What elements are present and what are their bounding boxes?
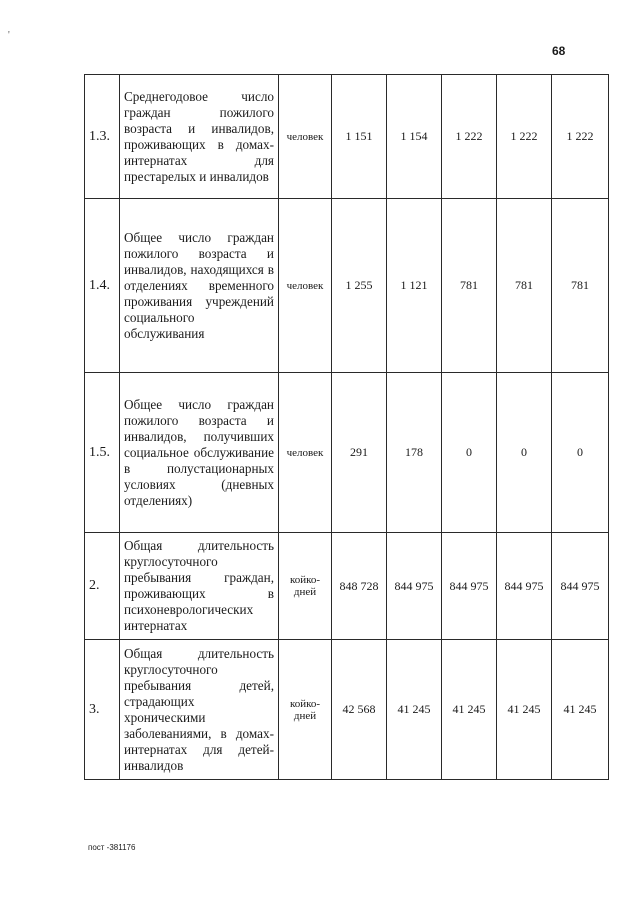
value-cell: 41 245 <box>497 640 552 780</box>
value-cell: 1 222 <box>442 75 497 199</box>
table-row <box>85 75 609 199</box>
row-description: Общее число граждан пожилого возраста и инвалидов, получивших социальное обслуживание в полустационарных условиях (дневных отделениях) <box>120 373 279 533</box>
value-cell: 781 <box>497 199 552 373</box>
value-cell: 844 975 <box>442 533 497 640</box>
value-cell: 0 <box>497 373 552 533</box>
value-cell: 844 975 <box>387 533 442 640</box>
value-cell: 1 222 <box>497 75 552 199</box>
row-unit: человек <box>279 373 332 533</box>
value-cell: 1 121 <box>387 199 442 373</box>
row-number: 1.5. <box>85 373 120 533</box>
value-cell: 781 <box>442 199 497 373</box>
row-unit: человек <box>279 199 332 373</box>
value-cell: 41 245 <box>442 640 497 780</box>
value-cell: 1 151 <box>332 75 387 199</box>
document-footer: пост -381176 <box>88 843 136 852</box>
row-unit: койко-дней <box>279 533 332 640</box>
row-description: Общая длительность круглосуточного пребывания граждан, проживающих в психоневрологических интернатах <box>120 533 279 640</box>
row-number: 2. <box>85 533 120 640</box>
table-row <box>85 640 609 780</box>
row-number: 3. <box>85 640 120 780</box>
value-cell: 848 728 <box>332 533 387 640</box>
value-cell: 1 222 <box>552 75 609 199</box>
table-row <box>85 533 609 640</box>
row-description: Общее число граждан пожилого возраста и инвалидов, находящихся в отделениях временного проживания учреждений социального обслуживания <box>120 199 279 373</box>
data-table <box>84 74 609 780</box>
value-cell: 178 <box>387 373 442 533</box>
corner-mark: ' <box>8 30 10 41</box>
row-number: 1.4. <box>85 199 120 373</box>
value-cell: 41 245 <box>387 640 442 780</box>
value-cell: 844 975 <box>497 533 552 640</box>
row-unit: человек <box>279 75 332 199</box>
row-description: Общая длительность круглосуточного пребывания детей, страдающих хроническими заболеваниями, в домах-интернатах для детей-инвалидов <box>120 640 279 780</box>
row-unit: койко-дней <box>279 640 332 780</box>
value-cell: 291 <box>332 373 387 533</box>
value-cell: 1 255 <box>332 199 387 373</box>
value-cell: 0 <box>552 373 609 533</box>
value-cell: 42 568 <box>332 640 387 780</box>
row-number: 1.3. <box>85 75 120 199</box>
value-cell: 844 975 <box>552 533 609 640</box>
table-row <box>85 199 609 373</box>
value-cell: 41 245 <box>552 640 609 780</box>
value-cell: 781 <box>552 199 609 373</box>
value-cell: 1 154 <box>387 75 442 199</box>
row-description: Среднегодовое число граждан пожилого возраста и инвалидов, проживающих в домах-интернатах для престарелых и инвалидов <box>120 75 279 199</box>
value-cell: 0 <box>442 373 497 533</box>
page-number: 68 <box>552 44 566 58</box>
table-row <box>85 373 609 533</box>
